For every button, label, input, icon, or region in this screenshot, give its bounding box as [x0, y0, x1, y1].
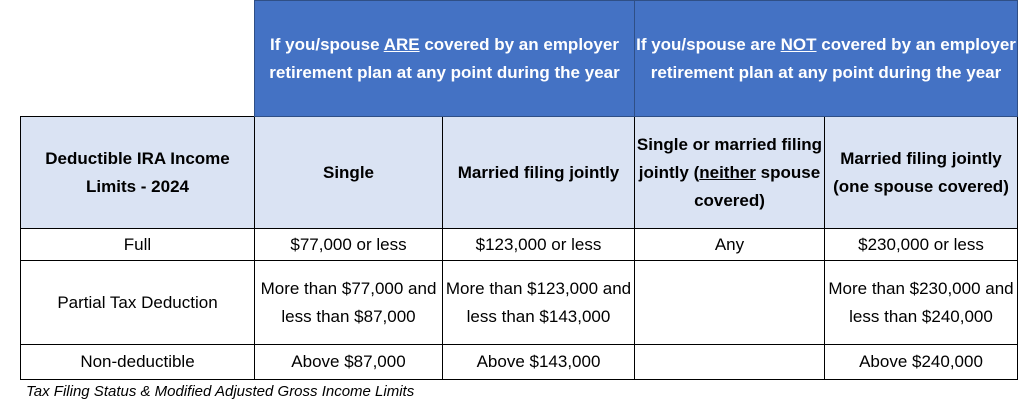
- neither-cell: Any: [635, 229, 825, 261]
- table-caption: Tax Filing Status & Modified Adjusted Gross Income Limits: [26, 383, 415, 400]
- single-cell: More than $77,000 and less than $87,000: [255, 261, 443, 345]
- single-cell: $77,000 or less: [255, 229, 443, 261]
- one-spouse-header: Married filing jointly (one spouse covered): [825, 117, 1018, 229]
- blank-corner-cell: [21, 1, 255, 117]
- one-spouse-cell: $230,000 or less: [825, 229, 1018, 261]
- mfj-cell: $123,000 or less: [443, 229, 635, 261]
- row-label: Full: [21, 229, 255, 261]
- one-spouse-cell: Above $240,000: [825, 345, 1018, 380]
- table-row: [21, 261, 1018, 345]
- covered-group-header: If you/spouse ARE covered by an employer retirement plan at any point during the year: [255, 1, 635, 117]
- row-label: Non-deductible: [21, 345, 255, 380]
- group-header-row: [21, 1, 1018, 117]
- mfj-header: Married filing jointly: [443, 117, 635, 229]
- neither-covered-header: Single or married filing jointly (neither spouse covered): [635, 117, 825, 229]
- single-header: Single: [255, 117, 443, 229]
- row-label-header: Deductible IRA Income Limits - 2024: [21, 117, 255, 229]
- neither-cell: [635, 261, 825, 345]
- single-cell: Above $87,000: [255, 345, 443, 380]
- column-header-row: [21, 117, 1018, 229]
- not-covered-group-header: If you/spouse are NOT covered by an employer retirement plan at any point during the year: [635, 1, 1018, 117]
- mfj-cell: More than $123,000 and less than $143,000: [443, 261, 635, 345]
- mfj-cell: Above $143,000: [443, 345, 635, 380]
- ira-limits-table: [20, 0, 1018, 380]
- row-label: Partial Tax Deduction: [21, 261, 255, 345]
- neither-cell: [635, 345, 825, 380]
- table-row: [21, 345, 1018, 380]
- one-spouse-cell: More than $230,000 and less than $240,000: [825, 261, 1018, 345]
- table-row: [21, 229, 1018, 261]
